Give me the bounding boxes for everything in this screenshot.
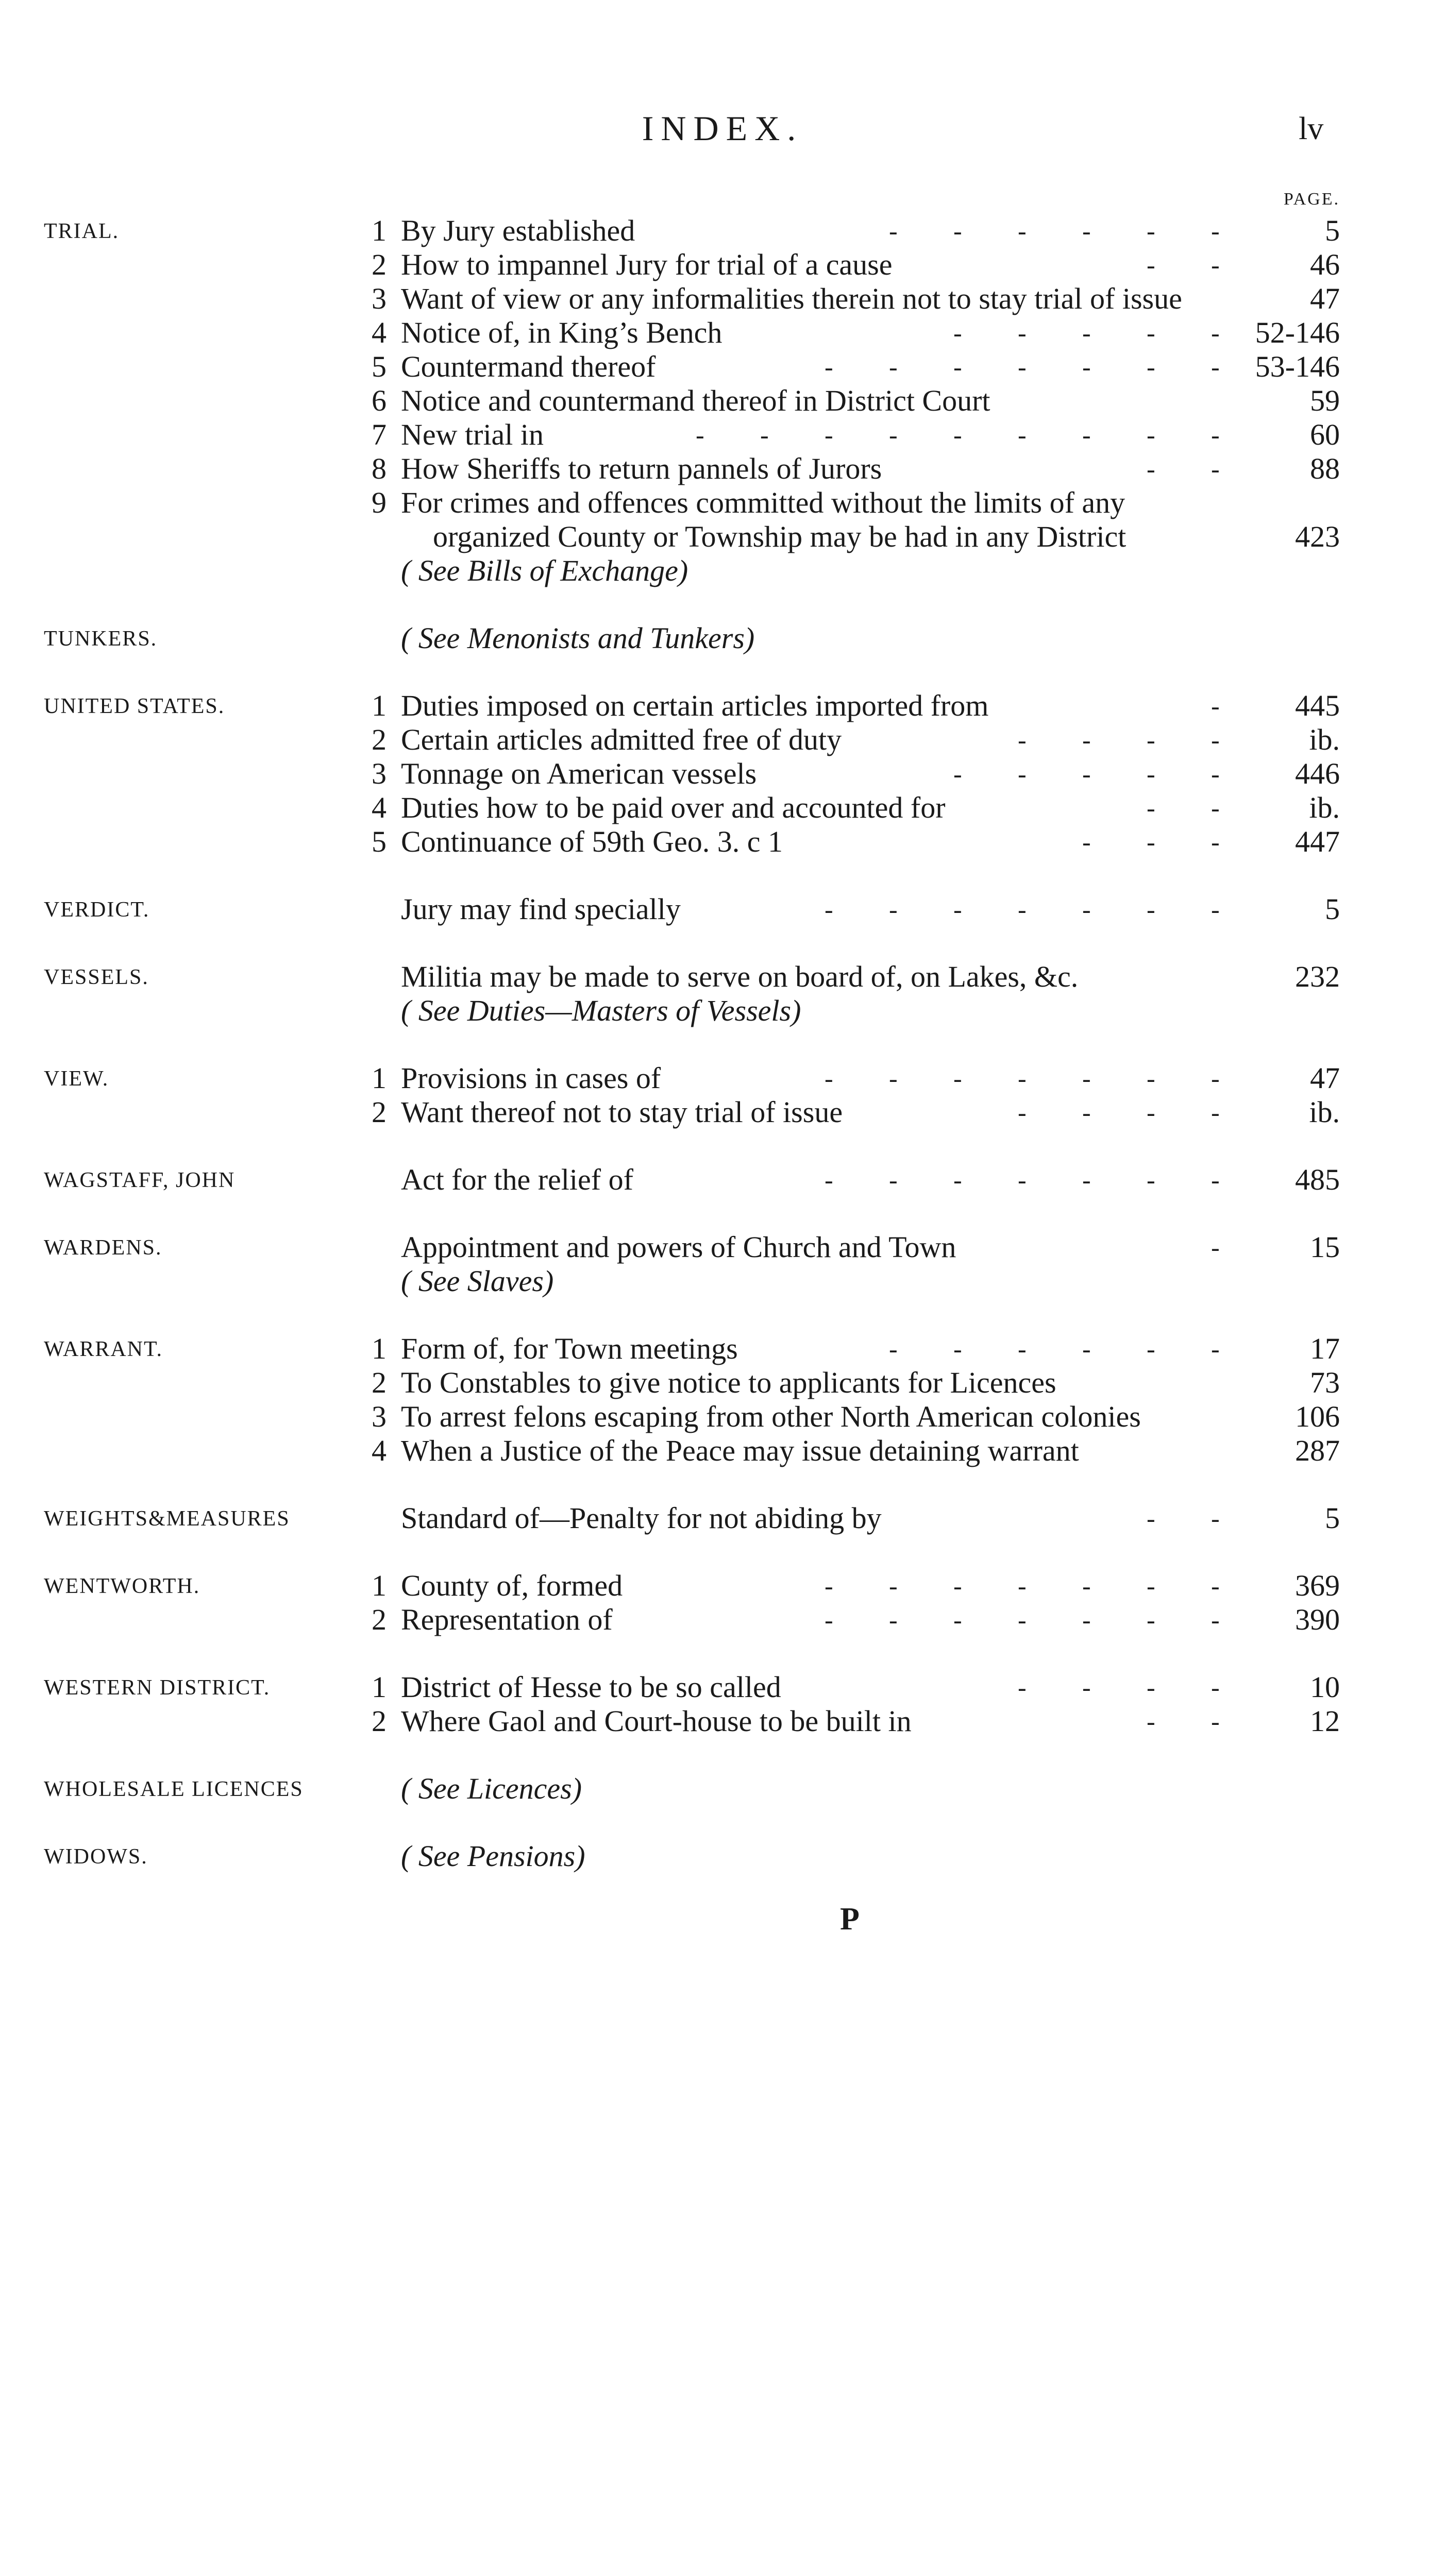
index-entry	[0, 1501, 1445, 1535]
row-text: New trial in	[401, 418, 544, 451]
dash-leader: -	[1147, 895, 1155, 924]
dash-leader: -	[1211, 1233, 1220, 1262]
entry-heading: TUNKERS.	[44, 627, 158, 651]
row-page-ref: ib.	[1309, 723, 1340, 756]
row-text: ( See Duties—Masters of Vessels)	[401, 994, 801, 1027]
row-text: Duties how to be paid over and accounted for	[401, 791, 946, 824]
row-text: Notice of, in King’s Bench	[401, 316, 722, 349]
dash-leader: -	[1082, 420, 1091, 449]
row-text: Notice and countermand thereof in District Court	[401, 384, 990, 417]
dash-leader: -	[825, 895, 833, 924]
dash-leader: -	[953, 1064, 962, 1093]
dash-leader: -	[1082, 352, 1091, 381]
entry-heading: WEIGHTS&MEASURES	[44, 1507, 290, 1531]
row-text: Militia may be made to serve on board of, on Lakes, &c.	[401, 960, 1079, 993]
dash-leader: -	[1147, 827, 1155, 856]
row-page-ref: 446	[1295, 757, 1340, 790]
row-text: Countermand thereof	[401, 350, 656, 383]
dash-leader: -	[1211, 691, 1220, 720]
dash-leader: -	[1211, 793, 1220, 822]
dash-leader: -	[696, 420, 704, 449]
dash-leader: -	[1147, 352, 1155, 381]
dash-leader: -	[1211, 216, 1220, 245]
dash-leader: -	[1082, 318, 1091, 347]
dash-leader: -	[1147, 1334, 1155, 1363]
dash-leader: -	[953, 318, 962, 347]
index-entry	[0, 621, 1445, 655]
row-page-ref: 52-146	[1255, 316, 1340, 349]
index-entries	[0, 214, 1445, 1907]
row-number: 2	[372, 723, 387, 756]
entry-heading: VIEW.	[44, 1067, 109, 1091]
dash-leader: -	[1082, 725, 1091, 754]
row-text: Standard of—Penalty for not abiding by	[401, 1501, 882, 1535]
row-page-ref: 369	[1295, 1569, 1340, 1602]
entry-row	[0, 689, 1445, 723]
dash-leader: -	[889, 1605, 898, 1634]
row-number: 9	[372, 486, 387, 519]
dash-leader: -	[1018, 352, 1027, 381]
dash-leader: -	[1082, 827, 1091, 856]
row-page-ref: 390	[1295, 1603, 1340, 1636]
dash-leader: -	[889, 1165, 898, 1194]
dash-leader: -	[1018, 1334, 1027, 1363]
index-entry	[0, 1230, 1445, 1298]
dash-leader: -	[825, 420, 833, 449]
row-page-ref: 73	[1310, 1366, 1340, 1399]
row-text: To Constables to give notice to applicants for Licences	[401, 1366, 1056, 1399]
dash-leader: -	[1082, 1571, 1091, 1600]
row-text: Duties imposed on certain articles imported from	[401, 689, 989, 722]
dash-leader: -	[953, 352, 962, 381]
row-number: 2	[372, 1095, 387, 1129]
row-page-ref: 5	[1325, 892, 1340, 926]
dash-leader: -	[1147, 420, 1155, 449]
entry-row	[0, 554, 1445, 588]
signature-mark: P	[840, 1902, 860, 1937]
entry-row	[0, 1366, 1445, 1400]
dash-leader: -	[953, 1165, 962, 1194]
entry-row	[0, 452, 1445, 486]
dash-leader: -	[1211, 759, 1220, 788]
dash-leader: -	[1211, 1707, 1220, 1736]
row-text: Provisions in cases of	[401, 1061, 661, 1095]
entry-row	[0, 486, 1445, 520]
row-number: 3	[372, 282, 387, 315]
dash-leader: -	[953, 216, 962, 245]
row-text: District of Hesse to be so called	[401, 1670, 781, 1704]
row-page-ref: ib.	[1309, 1095, 1340, 1129]
dash-leader: -	[1082, 1165, 1091, 1194]
dash-leader: -	[1018, 1165, 1027, 1194]
entry-heading: VESSELS.	[44, 965, 149, 989]
row-number: 5	[372, 350, 387, 383]
row-page-ref: 232	[1295, 960, 1340, 993]
entry-row	[0, 892, 1445, 926]
entry-row	[0, 316, 1445, 350]
entry-heading: VERDICT.	[44, 898, 150, 922]
row-text: ( See Menonists and Tunkers)	[401, 621, 755, 655]
dash-leader: -	[953, 759, 962, 788]
row-number: 2	[372, 1366, 387, 1399]
row-text: Want of view or any informalities therein not to stay trial of issue	[401, 282, 1182, 315]
dash-leader: -	[1018, 318, 1027, 347]
row-text: By Jury established	[401, 214, 635, 247]
index-entry	[0, 1569, 1445, 1637]
entry-heading: WARRANT.	[44, 1337, 163, 1361]
entry-row	[0, 418, 1445, 452]
row-number: 3	[372, 1400, 387, 1433]
dash-leader: -	[1147, 1064, 1155, 1093]
dash-leader: -	[1018, 216, 1027, 245]
dash-leader: -	[889, 352, 898, 381]
row-page-ref: 17	[1310, 1332, 1340, 1365]
entry-row	[0, 1839, 1445, 1873]
dash-leader: -	[1147, 454, 1155, 483]
row-page-ref: 447	[1295, 825, 1340, 858]
dash-leader: -	[825, 352, 833, 381]
entry-row	[0, 1332, 1445, 1366]
entry-row	[0, 1095, 1445, 1129]
index-entry	[0, 892, 1445, 926]
dash-leader: -	[1018, 759, 1027, 788]
row-text: organized County or Township may be had in any District	[433, 520, 1127, 553]
entry-row	[0, 621, 1445, 655]
dash-leader: -	[1018, 1673, 1027, 1702]
index-entry	[0, 1061, 1445, 1129]
row-text: Appointment and powers of Church and Town	[401, 1230, 956, 1264]
entry-row	[0, 1569, 1445, 1603]
index-entry	[0, 689, 1445, 859]
row-text: To arrest felons escaping from other North American colonies	[401, 1400, 1141, 1433]
row-text: Where Gaol and Court-house to be built in	[401, 1704, 912, 1738]
dash-leader: -	[953, 1571, 962, 1600]
page-number: lv	[1299, 111, 1324, 146]
entry-row	[0, 1772, 1445, 1806]
index-entry	[0, 1839, 1445, 1873]
entry-heading: UNITED STATES.	[44, 694, 225, 718]
row-number: 2	[372, 248, 387, 281]
index-entry	[0, 960, 1445, 1028]
dash-leader: -	[1211, 725, 1220, 754]
entry-heading: WENTWORTH.	[44, 1574, 200, 1598]
row-page-ref: ib.	[1309, 791, 1340, 824]
row-text: When a Justice of the Peace may issue detaining warrant	[401, 1434, 1079, 1467]
row-page-ref: 47	[1310, 282, 1340, 315]
entry-row	[0, 994, 1445, 1028]
dash-leader: -	[1147, 725, 1155, 754]
entry-heading: WARDENS.	[44, 1236, 162, 1260]
dash-leader: -	[825, 1064, 833, 1093]
row-number: 8	[372, 452, 387, 485]
dash-leader: -	[825, 1165, 833, 1194]
entry-heading: WESTERN DISTRICT.	[44, 1676, 271, 1700]
dash-leader: -	[889, 216, 898, 245]
dash-leader: -	[825, 1571, 833, 1600]
entry-row	[0, 1163, 1445, 1197]
row-page-ref: 12	[1310, 1704, 1340, 1738]
dash-leader: -	[1082, 759, 1091, 788]
dash-leader: -	[1211, 1098, 1220, 1127]
row-number: 6	[372, 384, 387, 417]
row-page-ref: 59	[1310, 384, 1340, 417]
entry-row	[0, 1264, 1445, 1298]
entry-row	[0, 1670, 1445, 1704]
index-entry	[0, 1163, 1445, 1197]
row-number: 1	[372, 1332, 387, 1365]
row-page-ref: 5	[1325, 214, 1340, 247]
dash-leader: -	[1082, 1605, 1091, 1634]
entry-row	[0, 960, 1445, 994]
page-column-label: PAGE.	[1283, 190, 1340, 209]
dash-leader: -	[1147, 1707, 1155, 1736]
row-number: 2	[372, 1603, 387, 1636]
entry-heading: WHOLESALE LICENCES	[44, 1777, 304, 1801]
dash-leader: -	[760, 420, 769, 449]
entry-row	[0, 282, 1445, 316]
dash-leader: -	[1018, 420, 1027, 449]
row-number: 1	[372, 1061, 387, 1095]
page-title: INDEX.	[642, 109, 803, 148]
index-entry	[0, 1772, 1445, 1806]
row-text: For crimes and offences committed without the limits of any	[401, 486, 1125, 519]
row-number: 4	[372, 1434, 387, 1467]
dash-leader: -	[825, 1605, 833, 1634]
row-text: How to impannel Jury for trial of a cause	[401, 248, 893, 281]
row-page-ref: 60	[1310, 418, 1340, 451]
dash-leader: -	[1147, 1504, 1155, 1533]
dash-leader: -	[953, 895, 962, 924]
row-number: 1	[372, 1670, 387, 1704]
dash-leader: -	[1211, 352, 1220, 381]
row-page-ref: 46	[1310, 248, 1340, 281]
entry-row	[0, 214, 1445, 248]
row-page-ref: 485	[1295, 1163, 1340, 1196]
dash-leader: -	[1147, 793, 1155, 822]
dash-leader: -	[1082, 895, 1091, 924]
dash-leader: -	[1211, 1334, 1220, 1363]
row-text: ( See Slaves)	[401, 1264, 554, 1298]
dash-leader: -	[1018, 725, 1027, 754]
dash-leader: -	[953, 1334, 962, 1363]
entry-row	[0, 1501, 1445, 1535]
row-text: Form of, for Town meetings	[401, 1332, 738, 1365]
row-text: Act for the relief of	[401, 1163, 633, 1196]
row-page-ref: 47	[1310, 1061, 1340, 1095]
dash-leader: -	[1147, 1571, 1155, 1600]
row-number: 7	[372, 418, 387, 451]
row-text: ( See Pensions)	[401, 1839, 585, 1873]
entry-heading: WIDOWS.	[44, 1845, 148, 1869]
row-text: Representation of	[401, 1603, 613, 1636]
dash-leader: -	[1082, 1064, 1091, 1093]
row-page-ref: 106	[1295, 1400, 1340, 1433]
dash-leader: -	[889, 1571, 898, 1600]
row-number: 1	[372, 1569, 387, 1602]
row-number: 1	[372, 214, 387, 247]
entry-row	[0, 350, 1445, 384]
row-text: Jury may find specially	[401, 892, 681, 926]
row-page-ref: 10	[1310, 1670, 1340, 1704]
entry-row	[0, 248, 1445, 282]
dash-leader: -	[1211, 454, 1220, 483]
row-text: Certain articles admitted free of duty	[401, 723, 842, 756]
row-number: 2	[372, 1704, 387, 1738]
row-number: 4	[372, 791, 387, 824]
row-text: Want thereof not to stay trial of issue	[401, 1095, 843, 1129]
index-entry	[0, 1332, 1445, 1468]
dash-leader: -	[1211, 1504, 1220, 1533]
dash-leader: -	[889, 1334, 898, 1363]
row-text: How Sheriffs to return pannels of Jurors	[401, 452, 882, 485]
row-page-ref: 88	[1310, 452, 1340, 485]
row-page-ref: 287	[1295, 1434, 1340, 1467]
entry-row	[0, 757, 1445, 791]
entry-heading: WAGSTAFF, JOHN	[44, 1168, 236, 1192]
entry-row	[0, 1061, 1445, 1095]
dash-leader: -	[1082, 1673, 1091, 1702]
dash-leader: -	[1018, 1571, 1027, 1600]
row-text: ( See Licences)	[401, 1772, 582, 1805]
dash-leader: -	[953, 1605, 962, 1634]
dash-leader: -	[889, 420, 898, 449]
entry-heading: TRIAL.	[44, 219, 120, 243]
entry-row	[0, 1704, 1445, 1738]
dash-leader: -	[889, 895, 898, 924]
row-page-ref: 445	[1295, 689, 1340, 722]
row-page-ref: 423	[1295, 520, 1340, 553]
row-text: ( See Bills of Exchange)	[401, 554, 688, 587]
entry-row	[0, 1400, 1445, 1434]
dash-leader: -	[1211, 1064, 1220, 1093]
row-page-ref: 5	[1325, 1501, 1340, 1535]
dash-leader: -	[1018, 1605, 1027, 1634]
dash-leader: -	[1147, 1098, 1155, 1127]
row-text: County of, formed	[401, 1569, 623, 1602]
row-page-ref	[1232, 1839, 1340, 2576]
row-number: 5	[372, 825, 387, 858]
dash-leader: -	[1211, 827, 1220, 856]
row-number: 4	[372, 316, 387, 349]
entry-row	[0, 723, 1445, 757]
entry-row	[0, 384, 1445, 418]
dash-leader: -	[1147, 318, 1155, 347]
dash-leader: -	[1211, 1673, 1220, 1702]
dash-leader: -	[1082, 1334, 1091, 1363]
dash-leader: -	[1147, 759, 1155, 788]
dash-leader: -	[1211, 895, 1220, 924]
entry-row	[0, 791, 1445, 825]
index-entry	[0, 214, 1445, 588]
dash-leader: -	[1211, 1571, 1220, 1600]
dash-leader: -	[1147, 1165, 1155, 1194]
dash-leader: -	[1211, 250, 1220, 279]
dash-leader: -	[1211, 1165, 1220, 1194]
dash-leader: -	[1211, 318, 1220, 347]
row-page-ref: 53-146	[1255, 350, 1340, 383]
row-page-ref: 15	[1310, 1230, 1340, 1264]
entry-row	[0, 825, 1445, 859]
entry-row	[0, 1434, 1445, 1468]
dash-leader: -	[1018, 895, 1027, 924]
index-entry	[0, 1670, 1445, 1738]
dash-leader: -	[953, 420, 962, 449]
entry-row	[0, 1230, 1445, 1264]
dash-leader: -	[1082, 1098, 1091, 1127]
dash-leader: -	[1082, 216, 1091, 245]
row-number: 3	[372, 757, 387, 790]
dash-leader: -	[1147, 216, 1155, 245]
dash-leader: -	[1018, 1064, 1027, 1093]
row-text: Continuance of 59th Geo. 3. c 1	[401, 825, 783, 858]
dash-leader: -	[1211, 420, 1220, 449]
row-number: 1	[372, 689, 387, 722]
entry-row	[0, 520, 1445, 554]
dash-leader: -	[1147, 1673, 1155, 1702]
row-text: Tonnage on American vessels	[401, 757, 757, 790]
dash-leader: -	[1211, 1605, 1220, 1634]
dash-leader: -	[1147, 1605, 1155, 1634]
dash-leader: -	[1147, 250, 1155, 279]
dash-leader: -	[1018, 1098, 1027, 1127]
dash-leader: -	[889, 1064, 898, 1093]
entry-row	[0, 1603, 1445, 1637]
